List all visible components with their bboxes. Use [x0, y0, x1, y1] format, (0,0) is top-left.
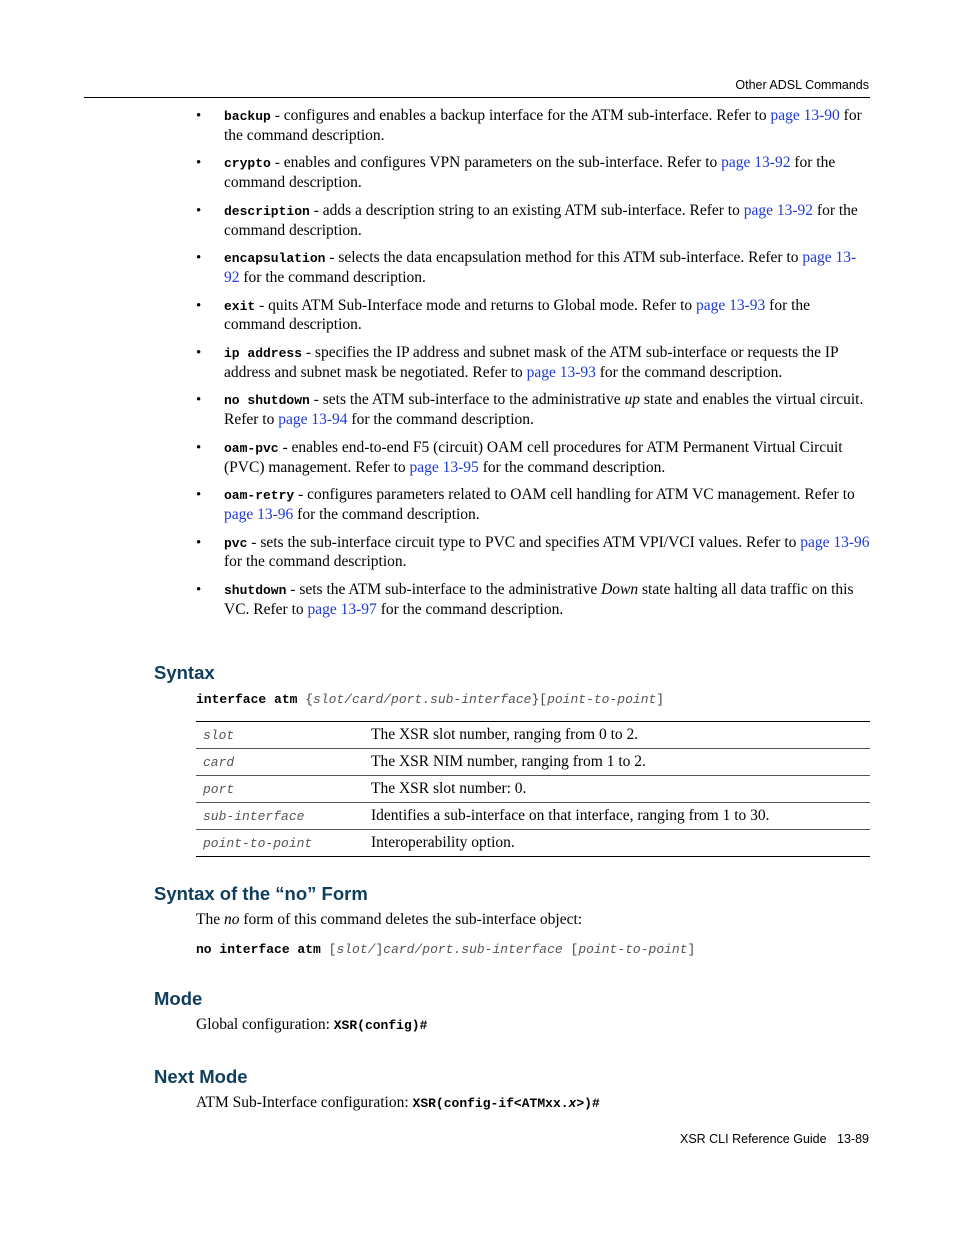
item-text: - specifies the IP address and subnet mask of the ATM sub-interface or requests the IP address and subnet mask be negotiated. Refer to: [224, 344, 839, 381]
list-item: [196, 297, 870, 335]
command-name: exit: [224, 298, 256, 314]
page-link[interactable]: page 13-92: [721, 154, 791, 172]
param-name: card: [196, 749, 371, 776]
page-link[interactable]: page 13-92: [743, 201, 814, 219]
next-mode-text: [196, 1094, 600, 1112]
emphasis: no: [223, 911, 240, 928]
syntax-bracket: ]: [656, 692, 665, 707]
item-text: - enables and configures VPN parameters on the sub-interface. Refer to: [270, 154, 722, 172]
bullet-icon: •: [196, 345, 202, 362]
list-item: [196, 344, 870, 382]
list-item: [196, 249, 870, 287]
text: Global configuration:: [196, 1016, 334, 1033]
syntax-bracket: {: [297, 692, 314, 707]
syntax-heading: Syntax: [154, 662, 215, 683]
guide-title: XSR CLI Reference Guide: [679, 1132, 827, 1146]
bullet-icon: •: [196, 108, 202, 124]
command-name: ip address: [224, 346, 303, 362]
command-name: pvc: [224, 535, 248, 551]
item-text: for the command description.: [293, 505, 480, 523]
page-link[interactable]: page 13-97: [307, 600, 377, 618]
list-item: [196, 581, 870, 619]
command-name: no shutdown: [224, 393, 310, 409]
no-form-heading: Syntax of the “no” Form: [154, 883, 368, 904]
bullet-icon: •: [196, 487, 202, 504]
emphasis: Down: [601, 581, 639, 599]
list-item: [196, 107, 870, 145]
page-number: 13-89: [837, 1132, 869, 1146]
page-link[interactable]: page 13-92: [224, 249, 857, 286]
syntax-argument: card/port.sub-interface: [383, 942, 563, 957]
param-name: sub-interface: [196, 803, 371, 830]
syntax-bracket: ]: [687, 942, 696, 957]
page-link[interactable]: page 13-94: [278, 411, 348, 429]
syntax-command: no interface atm: [196, 942, 321, 957]
page-link[interactable]: page 13-93: [526, 363, 596, 381]
item-text: for the command description.: [224, 296, 811, 334]
item-text: - adds a description string to an existing ATM sub-interface. Refer to: [309, 201, 744, 219]
table-row: [196, 803, 870, 830]
syntax-argument: slot/card/port.sub-interface: [313, 692, 532, 707]
item-text: - sets the ATM sub-interface to the administrative: [286, 581, 602, 599]
syntax-argument: point-to-point: [578, 942, 688, 957]
item-text: for the command description.: [239, 268, 426, 286]
bullet-icon: •: [196, 155, 202, 172]
page-footer: [680, 1132, 869, 1146]
prompt: [413, 1096, 600, 1111]
bullet-icon: •: [196, 582, 202, 599]
page-link[interactable]: page 13-95: [409, 458, 479, 476]
list-item: [196, 202, 870, 240]
syntax-bracket: [: [320, 942, 337, 957]
bullet-icon: •: [196, 392, 202, 409]
header-rule: [84, 97, 870, 98]
syntax-bracket: }[: [531, 692, 548, 707]
param-name: port: [196, 776, 371, 803]
syntax-bracket: ]: [375, 942, 384, 957]
prompt-variable: x: [568, 1096, 577, 1111]
list-item: [196, 486, 870, 524]
command-name: shutdown: [224, 583, 287, 599]
text: form of this command deletes the sub-interface object:: [239, 911, 583, 928]
bullet-icon: •: [196, 297, 202, 314]
prompt-part: XSR(config-if<ATMxx.: [412, 1096, 569, 1111]
list-item: [196, 534, 870, 572]
item-text: - sets the sub-interface circuit type to PVC and specifies ATM VPI/VCI values. Refer to: [247, 533, 801, 551]
item-text: for the command description.: [376, 600, 564, 618]
prompt-part: >)#: [576, 1096, 600, 1111]
param-description: Interoperability option.: [371, 830, 870, 857]
item-text: for the command description.: [595, 363, 783, 381]
page-link[interactable]: page 13-96: [224, 505, 294, 523]
param-description: The XSR slot number: 0.: [371, 776, 870, 803]
page-link[interactable]: page 13-93: [696, 296, 766, 314]
mode-text: [196, 1016, 427, 1034]
parameter-table: [196, 721, 870, 857]
bullet-icon: •: [196, 534, 202, 551]
item-text: - configures parameters related to OAM cell handling for ATM VC management. Refer to: [294, 486, 855, 504]
next-mode-heading: Next Mode: [154, 1066, 248, 1087]
syntax-argument: point-to-point: [547, 692, 657, 707]
table-row: [196, 830, 870, 857]
no-form-text: [196, 911, 582, 929]
text: The: [196, 911, 224, 928]
prompt: XSR(config)#: [333, 1018, 428, 1033]
table-row: [196, 776, 870, 803]
list-item: [196, 154, 870, 192]
command-name: oam-pvc: [224, 440, 279, 456]
mode-heading: Mode: [154, 988, 203, 1009]
item-text: - selects the data encapsulation method for this ATM sub-interface. Refer to: [325, 249, 803, 267]
table-row: [196, 749, 870, 776]
command-name: encapsulation: [224, 251, 326, 267]
command-name: oam-retry: [224, 488, 295, 504]
emphasis: up: [624, 391, 640, 409]
item-text: for the command description.: [347, 411, 534, 429]
param-description: Identifies a sub-interface on that interface, ranging from 1 to 30.: [371, 803, 870, 830]
param-description: The XSR slot number, ranging from 0 to 2.: [371, 722, 870, 749]
page-link[interactable]: page 13-90: [770, 107, 840, 124]
item-text: - configures and enables a backup interface for the ATM sub-interface. Refer to: [270, 107, 771, 124]
item-text: - sets the ATM sub-interface to the administrative: [309, 391, 625, 409]
param-description: The XSR NIM number, ranging from 1 to 2.: [371, 749, 870, 776]
bullet-icon: •: [196, 250, 202, 267]
running-header: Other ADSL Commands: [735, 78, 869, 92]
item-text: for the command description.: [478, 458, 666, 476]
param-name: point-to-point: [196, 830, 371, 857]
param-name: slot: [196, 722, 371, 749]
item-text: state halting all data traffic on this VC. Refer to: [224, 581, 854, 618]
syntax-command: interface atm: [196, 692, 298, 707]
item-text: - quits ATM Sub-Interface mode and returns to Global mode. Refer to: [255, 296, 696, 314]
syntax-bracket: [: [562, 942, 579, 957]
item-text: - enables end-to-end F5 (circuit) OAM cell procedures for ATM Permanent Virtual Circuit (PVC) management. Refer to: [224, 438, 843, 476]
list-item: [196, 439, 870, 477]
bullet-icon: •: [196, 202, 202, 219]
command-name: crypto: [224, 156, 271, 172]
no-form-syntax-line: [196, 942, 695, 957]
subcommand-list: [196, 107, 870, 628]
command-name: description: [224, 203, 310, 219]
item-text: state and enables the virtual circuit. Refer to: [224, 391, 864, 429]
bullet-icon: •: [196, 439, 202, 456]
text: ATM Sub-Interface configuration:: [196, 1094, 413, 1111]
command-name: backup: [224, 109, 271, 124]
item-text: for the command description.: [224, 553, 407, 571]
item-text: for the command description.: [224, 107, 862, 144]
syntax-argument: slot/: [336, 942, 376, 957]
table-row: [196, 722, 870, 749]
item-text: for the command description.: [224, 154, 836, 192]
syntax-line: [196, 692, 664, 707]
item-text: for the command description.: [224, 201, 858, 239]
page-link[interactable]: page 13-96: [800, 533, 870, 551]
list-item: [196, 391, 870, 429]
